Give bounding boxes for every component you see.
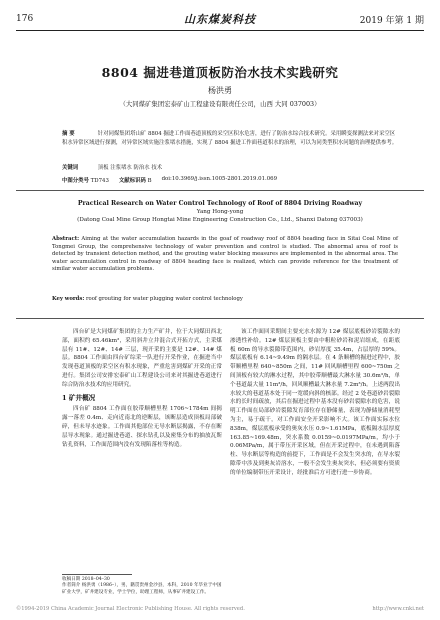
english-abstract bbox=[52, 236, 398, 274]
english-affiliation: (Datong Coal Mine Group Hongtai Mine Engineering Construction Co., Ltd., Shanxi Datong 037003) bbox=[77, 217, 363, 223]
keywords bbox=[62, 163, 162, 171]
page-number: 176 bbox=[16, 14, 34, 24]
cls-label: 中图分类号 bbox=[62, 178, 89, 184]
abstract-text: 针对同煤集团塔山矿 8804 掘进工作面巷道顶板的采空区积水危害，进行了防治水综合技术研究。采用瞬变探测法来对采空区积水异常区域进行探测，对异常区域实施注浆堵水措施，实现了 8804 掘进工作面巷道积水的治理，可以为同类型积水问题的治理提供参考。 bbox=[62, 131, 398, 146]
page-header bbox=[16, 8, 424, 30]
doc-label: 文献标识码 bbox=[118, 178, 146, 184]
body-left-column bbox=[62, 328, 222, 449]
section-paragraph: 四台矿 8804 工作面在胶带顺槽里程 1706~1784m 间揭露一落差 0.4m、走向近南北的逆断层，该断层造成顶板局部破碎，但未导水迹象。工作面其他部位无导水断层揭露，不存在断层导水现象。通过掘进巷道、探水钻孔以及密集分布的抽放瓦斯钻孔资料，工作面范围内没有发现陷落柱等构造。 bbox=[62, 406, 222, 448]
english-abstract-label: Abstract: bbox=[52, 236, 80, 242]
keywords-label: 关键词 bbox=[62, 165, 79, 171]
right-paragraph: 该工作面回采期间主要充水水源为 12# 煤层底板砂岩裂隙水的渗透性补给。12# 煤层顶板主要由中粗粒砂岩和泥岩组成，在距底板 60m 的导水裂隙带范围内，砂岩厚度 35.4m，占层厚的 59%。煤层底板有 6.14~9.49m 的隔水层。在 4 条顺槽的掘进过程中，胶带顺槽里程 640~850m 之间，11# 回风顺槽里程 600~750m 之间顶板有较大的淋水过程，其中胶带顺槽最大淋水量 30.6m³/h，单个巷道最大量 11m³/h，回风顺槽最大淋水量 7.2m³/h。上述两段出水较大的巷道基本处于同一宽缓向斜的核部。经过 2 处巷道砂岩裂隙水的长时间疏放，其后在掘进过程中基本没有砂岩裂隙水的危害，说明工作面在局部砂岩裂隙发育部位存在静储量，表现为静储量消耗型为主，易于疏干，对工作面安全开采影响不大。该工作面实际水位 838m，煤层底板承受的奥灰水压 0.9~1.61MPa，底板隔水层厚度 163.85~169.48m，突水系数 0.0159~0.0197MPa/m，均小于 0.06MPa/m，属于带压开采区域，但在开采过程中，在未遇到陷落柱、导水断层等构造的前提下，工作面是不会发生突水的，在导水裂隙带中涉及到奥灰岩溶水，一般不会发生奥灰突水，但必须要有资质的单位编制带压开采设计，经批准后方可进行进一步协商。 bbox=[230, 329, 400, 476]
affiliation: （大同煤矿集团宏泰矿山工程建设有限责任公司，山西 大同 037003） bbox=[119, 100, 321, 108]
body-divider bbox=[16, 318, 424, 319]
copyright-bar bbox=[16, 606, 424, 612]
abstract bbox=[62, 130, 400, 147]
copyright-text: ©1994-2019 China Academic Journal Electronic Publishing House. All rights reserved. bbox=[16, 606, 245, 612]
issue-label: 2019 年第 1 期 bbox=[359, 15, 424, 26]
english-title: Practical Research on Water Control Technology of Roof of 8804 Driving Roadway bbox=[77, 200, 363, 207]
body-right-column bbox=[230, 328, 400, 478]
received-date: 收稿日期 2018–04–30 bbox=[62, 577, 110, 582]
doi-value: 10.3969/j.issn.1005-2801.2019.01.069 bbox=[171, 176, 278, 182]
cls-value: TD743 bbox=[90, 178, 109, 184]
english-keywords-text: roof grouting for water plugging water control technology bbox=[86, 296, 243, 302]
section-divider bbox=[16, 190, 424, 191]
article-title: 8804 掘进巷道顶板防治水技术实践研究 bbox=[101, 65, 339, 80]
journal-name: 山东煤炭科技 bbox=[184, 13, 256, 26]
keywords-text: 顶板 注浆堵水 防治水 技术 bbox=[97, 165, 163, 171]
footnote bbox=[62, 577, 222, 596]
doi-label: doi: bbox=[161, 176, 172, 182]
doc-value: B bbox=[147, 178, 152, 184]
english-keywords bbox=[52, 296, 243, 302]
english-keywords-label: Key words: bbox=[52, 296, 85, 302]
author-intro: 作者简介 杨洪勇（1986–），男，籍贯贵州金沙县，本科，2010 年毕业于中国矿业大学，矿井建设专业，学士学位，助理工程师，从事矿井建设工作。 bbox=[62, 583, 222, 595]
header-divider bbox=[16, 30, 424, 31]
english-author: Yang Hong-yong bbox=[196, 209, 244, 215]
cnki-link[interactable]: http://www.cnki.net bbox=[372, 606, 424, 612]
section-heading: 1 矿井概况 bbox=[62, 393, 96, 402]
english-abstract-text: Aiming at the water accumulation hazards in the goaf of roadway roof of 8804 heading face in Sitai Coal Mine of Tongmei Group, the comprehensive technology of water prevention and control is studied. The abnormal area of roof is detected by transient detection method, and the grouting water blocking measures are implemented in the abnormal area. The water accumulation control in roadway of 8804 heading face is realized, which can provide reference for the treatment of similar water accumulation problems. bbox=[52, 236, 398, 273]
footnote-divider bbox=[62, 574, 132, 575]
abstract-label: 摘 要 bbox=[62, 131, 75, 137]
classification bbox=[62, 176, 402, 184]
author: 杨洪勇 bbox=[208, 86, 232, 95]
intro-paragraph: 四台矿是大同煤矿集团的主力生产矿井，位于大同煤田西北部，面积约 65.46km²，采用斜井立井混合式开拓方式，主采煤层有 11#、12#、14# 三层，现开采的主要是 12#、14# 煤层。8804 工作面由四台矿综采一队进行开采作业，在掘进当中发现巷道顶板的采空区有积水现象，严重危害到煤矿开采的正常进行。集团公司安排宏泰矿山工程建设公司来对其掘进巷道进行综合防治水技术的应用研究。 bbox=[62, 329, 222, 388]
